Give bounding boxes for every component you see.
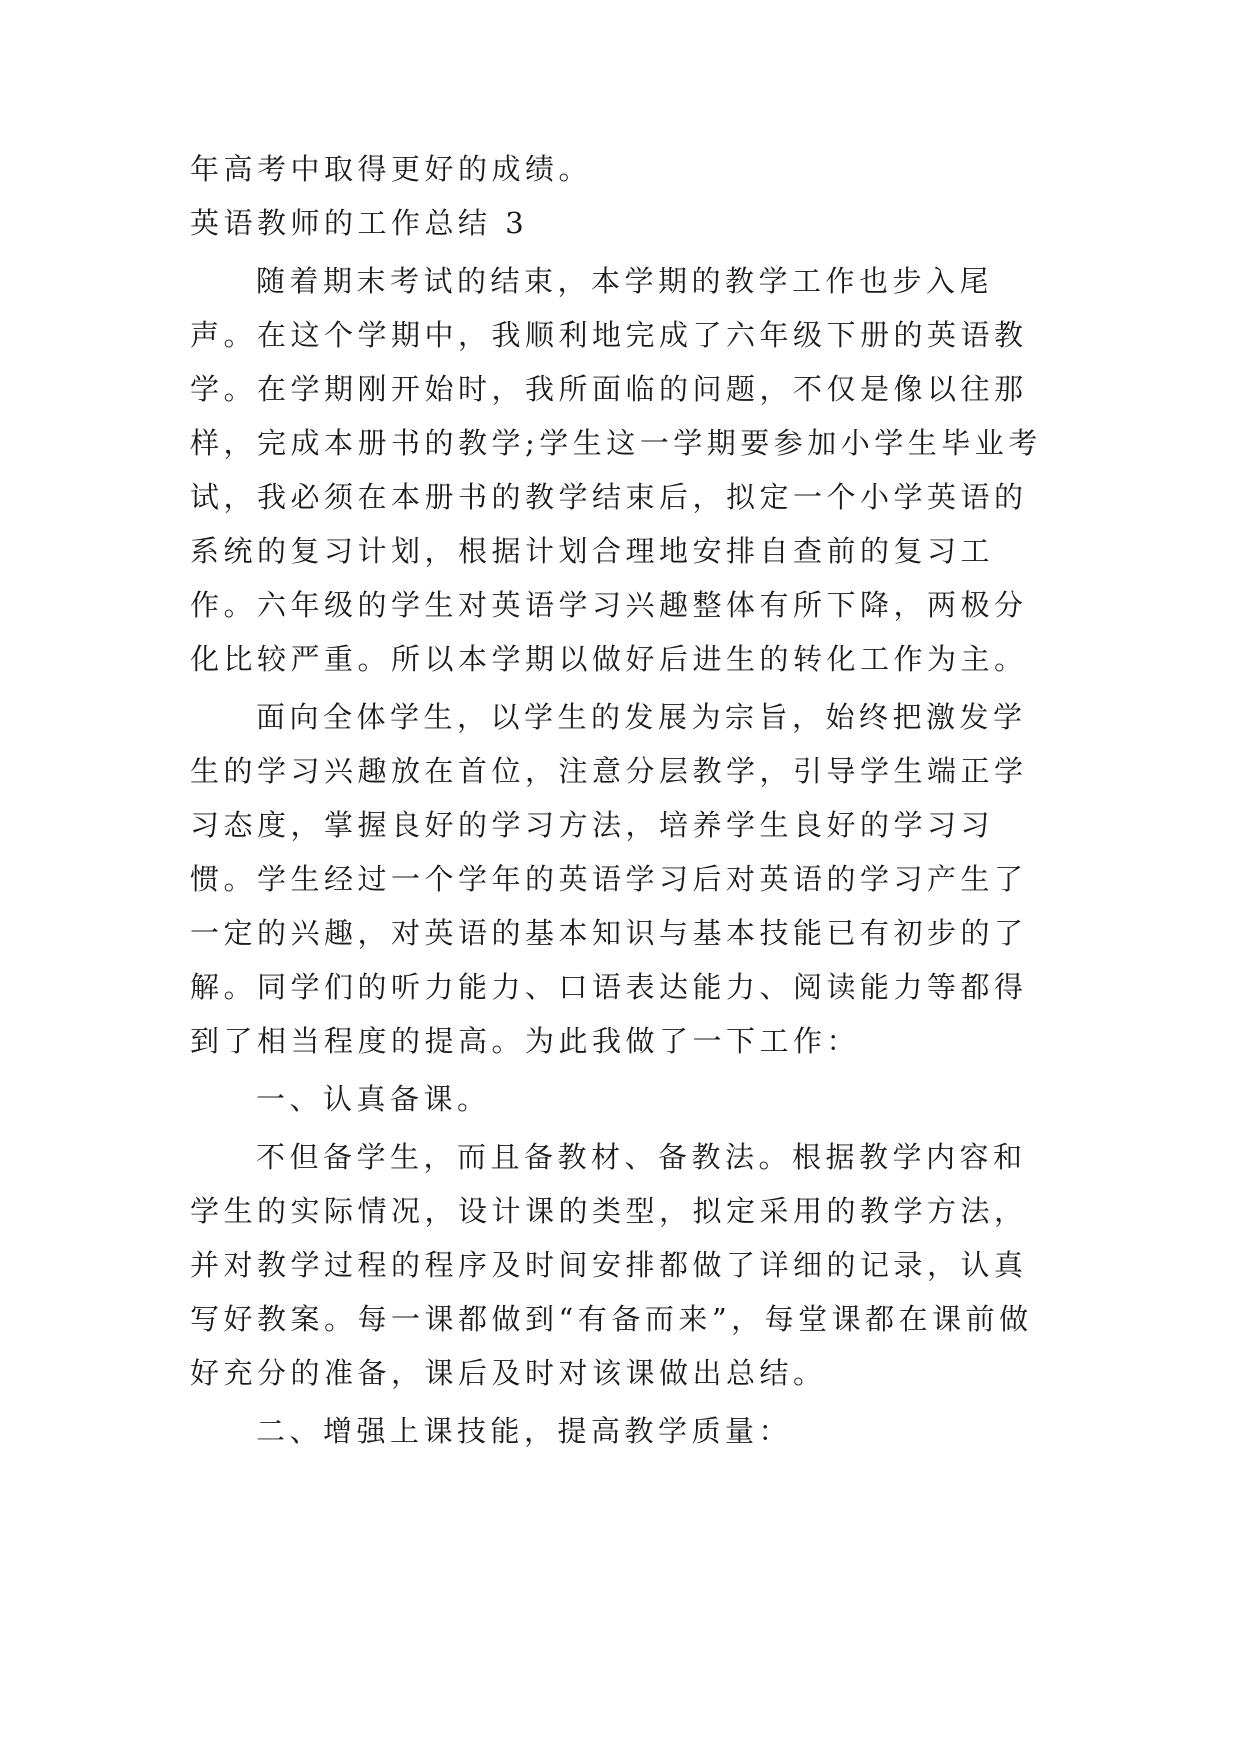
paragraph-goals: 面向全体学生，以学生的发展为宗旨，始终把激发学生的学习兴趣放在首位，注意分层教学，引导学生端正学习态度，掌握良好的学习方法，培养学生良好的学习习惯。学生经过一个学年的英语学习后对英语的学习产生了一定的兴趣，对英语的基本知识与基本技能已有初步的了解。同学们的听力能力、口语表达能力、阅读能力等都得到了相当程度的提高。为此我做了一下工作： — [190, 700, 1028, 1058]
paragraph-intro: 随着期末考试的结束，本学期的教学工作也步入尾声。在这个学期中，我顺利地完成了六年级下册的英语教学。在学期刚开始时，我所面临的问题，不仅是像以往那样，完成本册书的教学;学生这一学期要参加小学生毕业考试，我必须在本册书的教学结束后，拟定一个小学英语的系统的复习计划，根据计划合理地安排自查前的复习工作。六年级的学生对英语学习兴趣整体有所下降，两极分化比较严重。所以本学期以做好后进生的转化工作为主。 — [190, 264, 1042, 676]
paragraph-preparation: 不但备学生，而且备教材、备教法。根据教学内容和学生的实际情况，设计课的类型，拟定采用的教学方法，并对教学过程的程序及时间安排都做了详细的记录，认真写好教案。每一课都做到“有备而来”，每堂课都在课前做好充分的准备，课后及时对该课做出总结。 — [190, 1140, 1033, 1390]
subsection-heading-1: 一、认真备课。 — [256, 1082, 491, 1116]
document-body — [190, 142, 1045, 1458]
continuation-line: 年高考中取得更好的成绩。 — [190, 152, 593, 186]
subsection-heading-2: 二、增强上课技能，提高教学质量： — [256, 1414, 793, 1448]
section-heading: 英语教师的工作总结 3 — [190, 206, 529, 240]
